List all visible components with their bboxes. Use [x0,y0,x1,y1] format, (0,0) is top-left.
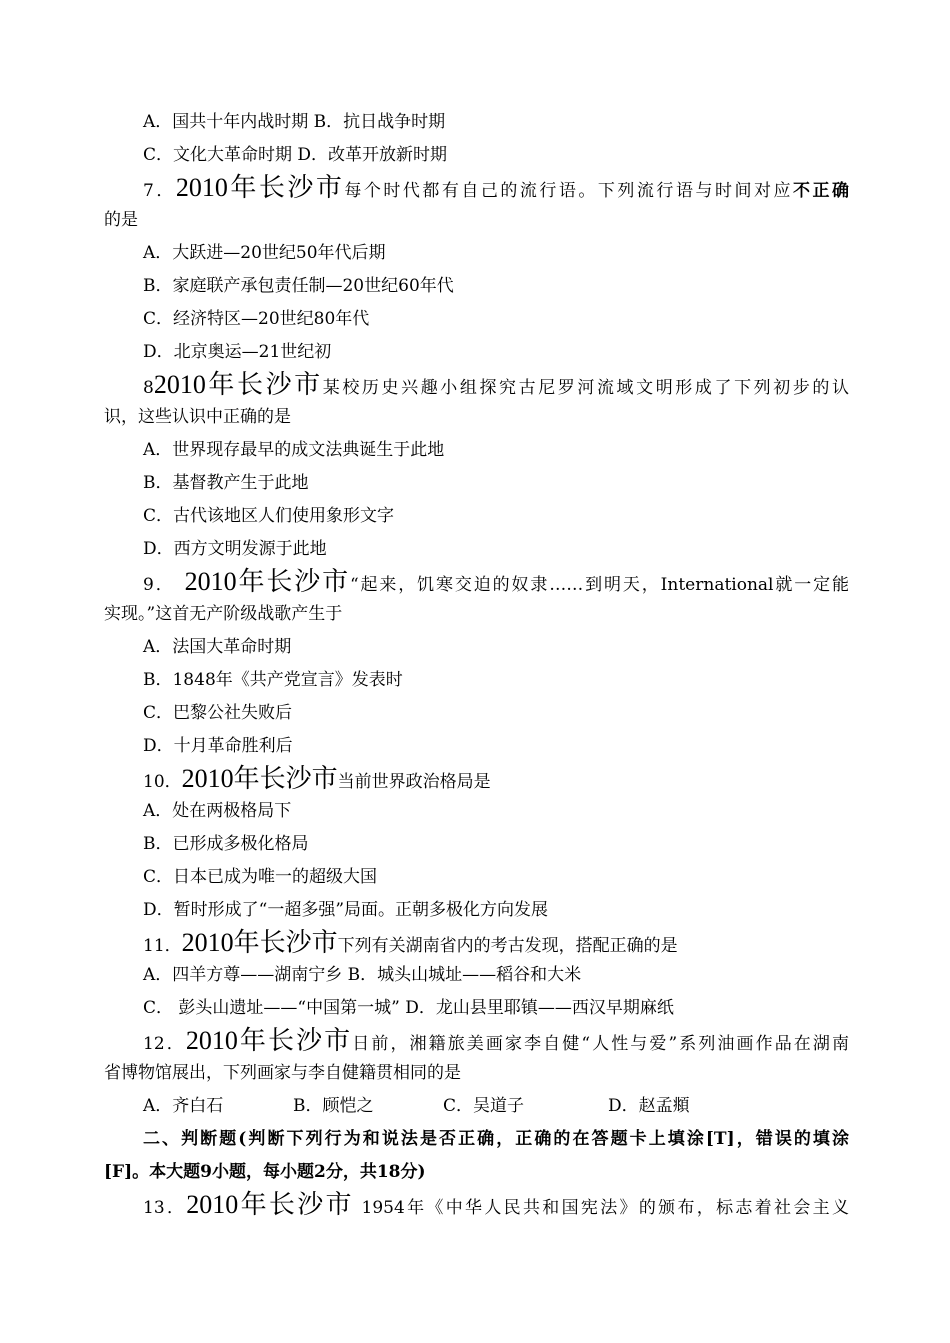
q12-stem-line1 [143,1025,849,1057]
q13-number: 13． [143,1198,187,1218]
q12-source-tag: 2010年长沙市 [185,1026,353,1055]
q11-options-ab: A．四羊方尊——湖南宁乡 B．城头山城址——稻谷和大米 [143,965,582,985]
q7-number: 7． [143,181,176,201]
q8-number: 8 [143,378,154,398]
q8-stem-line1 [143,369,849,401]
q8-stem-line2: 识，这些认识中正确的是 [104,407,291,427]
q8-option-a: A．世界现存最早的成文法典诞生于此地 [143,440,445,460]
q10-option-c: C．日本已成为唯一的超级大国 [143,867,378,887]
q9-option-d: D．十月革命胜利后 [143,736,293,756]
q8-source-tag: 2010年长沙市 [153,370,323,399]
q12-stem-text: 日前，湘籍旅美画家李自健“人性与爱”系列油画作品在湖南 [352,1034,849,1054]
q10-source-tag: 2010年长沙市 [181,764,338,793]
q10-option-d: D．暂时形成了“一超多强”局面。正朝多极化方向发展 [143,900,549,920]
q12-option-d: D．赵孟頫 [608,1096,690,1116]
q6-options-ab: A．国共十年内战时期 B．抗日战争时期 [143,112,446,132]
q10-stem [143,763,849,795]
q11-source-tag: 2010年长沙市 [181,928,338,957]
q7-option-b: B．家庭联产承包责任制—20世纪60年代 [143,276,454,296]
section2-heading-line2: [F]。本大题9小题，每小题2分，共18分) [104,1162,426,1182]
q11-options-cd: C． 彭头山遗址——“中国第一城” D．龙山县里耶镇——西汉早期麻纸 [143,998,674,1018]
q12-options-row [143,1094,849,1118]
q9-source-tag: 2010年长沙市 [184,567,350,596]
q8-option-c: C．古代该地区人们使用象形文字 [143,506,395,526]
q13-stem-line1 [143,1189,849,1221]
q12-option-a: A．齐白石 [143,1096,224,1116]
q9-number: 9． [143,575,175,595]
q11-stem [143,927,849,959]
q9-stem-line2: 实现。”这首无产阶级战歌产生于 [104,604,343,624]
q10-option-b: B．已形成多极化格局 [143,834,309,854]
q11-number: 11． [143,936,182,956]
section2-heading-line1: 二、判断题(判断下列行为和说法是否正确，正确的在答题卡上填涂[T]，错误的填涂 [143,1129,849,1149]
q7-stem-line2: 的是 [104,210,138,230]
q7-stem-bold: 不正确 [792,181,849,201]
q12-stem-line2: 省博物馆展出，下列画家与李自健籍贯相同的是 [104,1063,461,1083]
q9-option-b: B．1848年《共产党宣言》发表时 [143,670,403,690]
q9-option-c: C．巴黎公社失败后 [143,703,293,723]
q10-stem-text: 当前世界政治格局是 [337,772,491,792]
q13-stem-text: 1954年《中华人民共和国宪法》的颁布，标志着社会主义 [353,1198,849,1218]
q13-source-tag: 2010年长沙市 [186,1190,354,1219]
q12-number: 12． [143,1034,186,1054]
q9-stem-text: “起来，饥寒交迫的奴隶……到明天，International就一定能 [349,575,849,595]
q6-options-cd: C．文化大革命时期 D．改革开放新时期 [143,145,448,165]
q8-option-d: D．西方文明发源于此地 [143,539,327,559]
q7-option-c: C．经济特区—20世纪80年代 [143,309,370,329]
q8-stem-text: 某校历史兴趣小组探究古尼罗河流域文明形成了下列初步的认 [322,378,849,398]
q10-number: 10． [143,772,182,792]
q7-stem-line1 [143,172,849,204]
q10-option-a: A．处在两极格局下 [143,801,292,821]
q7-source-tag: 2010年长沙市 [175,173,345,202]
q9-option-a: A．法国大革命时期 [143,637,292,657]
q7-stem-text: 每个时代都有自己的流行语。下列流行语与时间对应 [344,181,793,201]
q7-option-d: D．北京奥运—21世纪初 [143,342,332,362]
q9-stem-line1 [143,566,849,598]
q8-option-b: B．基督教产生于此地 [143,473,309,493]
q11-stem-text: 下列有关湖南省内的考古发现，搭配正确的是 [337,936,678,956]
q12-option-c: C．吴道子 [443,1096,525,1116]
q12-option-b: B．顾恺之 [293,1096,374,1116]
q7-option-a: A．大跃进—20世纪50年代后期 [143,243,386,263]
